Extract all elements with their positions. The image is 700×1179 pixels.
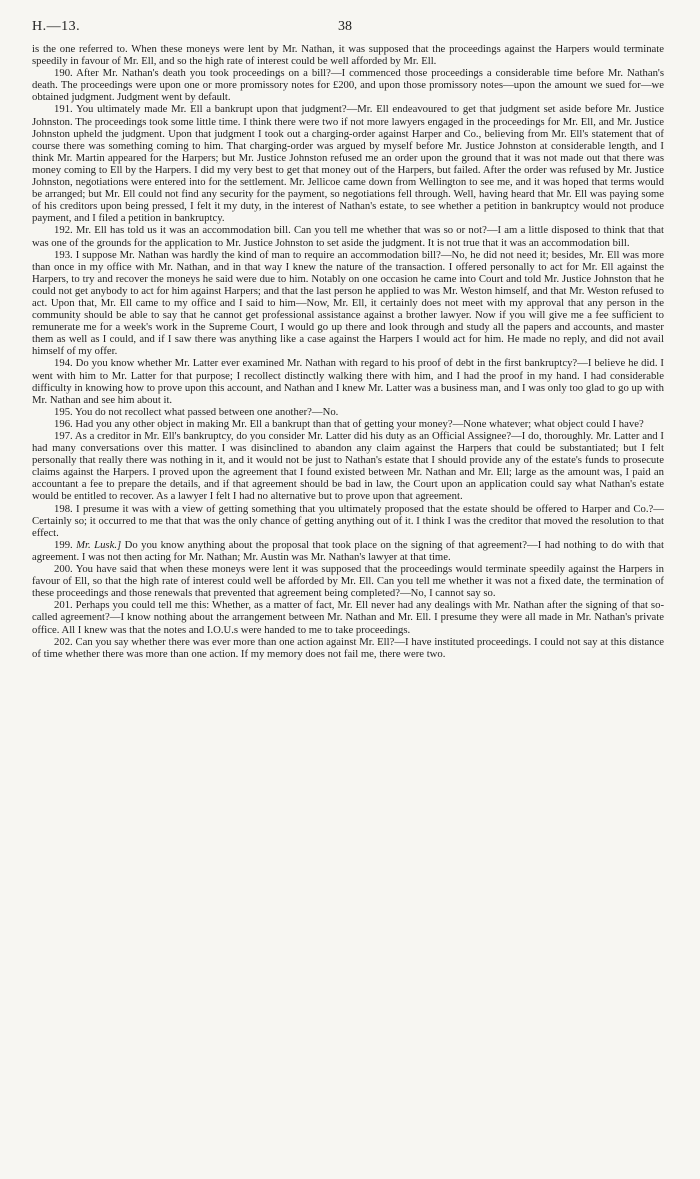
- paragraph-191: 191. You ultimately made Mr. Ell a bankrupt upon that judgment?—Mr. Ell endeavoured to get that judgment set aside before Mr. Justice Johnston. The proceedings took some little time. I think there were two if not more lawyers engaged in the proceedings for Mr. Ell, and Mr. Justice Johnston upheld the judgment. Upon that judgment I took out a charging-order against Harper and Co., believing from Mr. Ell's statement that of course there was something coming to him. That charging-order was argued by myself before Mr. Justice Johnston at considerable length, and I think Mr. Martin appeared for the Harpers; but Mr. Justice Johnston refused me an order upon the ground that it was not made out that there was money coming to Ell by the Harpers. I did my very best to get that money out of the Harpers, but failed. After the order was refused by Mr. Justice Johnston, negotiations were entered into for the settlement. Mr. Jellicoe came down from Wellington to see me, and it was hoped that terms would be arranged; but Mr. Ell could not find any security for the payment, so negotiations fell through. Well, having heard that Mr. Ell was paying some of his creditors upon being pressed, I felt it my duty, in the interest of Nathan's estate, to see whether a petition in bankruptcy would not produce payment, and I filed a petition in bankruptcy.: [32, 103, 664, 225]
- paragraph-197: 197. As a creditor in Mr. Ell's bankruptcy, do you consider Mr. Latter did his duty as an Official Assignee?—I do, thoroughly. Mr. Latter and I had many conversations over this matter. I was disinclined to abandon any claim against the Harpers that could be substantiated; but I felt personally that really there was nothing in it, and it would not be just to Nathan's estate that I should provide any of the estate's funds to prosecute claims against the Harpers. I proved upon the agreement that I found existed between Mr. Nathan and Mr. Ell; large as the amount was, I paid an accountant a fee to prepare the details, and if that agreement should be bad in law, the Court upon an application could say what Nathan's estate would be entitled to recover. As a lawyer I felt I had no alternative but to prove upon that agreement.: [32, 430, 664, 503]
- paragraph-number: 199.: [54, 538, 77, 551]
- document-reference: H.—13.: [32, 19, 81, 34]
- paragraph-195: 195. You do not recollect what passed between one another?—No.: [54, 405, 339, 418]
- paragraph-202: 202. Can you say whether there was ever more than one action against Mr. Ell?—I have instituted proceedings. I could not say at this distance of time whether there was more than one action. If my memory does not fail me, there were two.: [32, 635, 664, 660]
- paragraph-201: 201. Perhaps you could tell me this: Whether, as a matter of fact, Mr. Ell never had any dealings with Mr. Nathan after the signing of that so-called agreement?—I know nothing about the arrangement between Mr. Nathan and Mr. Ell. I presume they were all made in Mr. Nathan's private office. All I knew was that the notes and I.O.U.s were handed to me to take proceedings.: [32, 599, 664, 636]
- page-number: 38: [338, 19, 352, 34]
- paragraph-199: [32, 539, 664, 563]
- paragraph-190: 190. After Mr. Nathan's death you took proceedings on a bill?—I commenced those proceedings a considerable time before Mr. Nathan's death. The proceedings were upon one or more promissory notes for £200, and upon those promissory notes—upon the amount we sued for—we obtained judgment. Judgment went by default.: [32, 67, 664, 104]
- paragraph-192: 192. Mr. Ell has told us it was an accommodation bill. Can you tell me whether that was so or not?—I am a little disposed to think that that was one of the grounds for the application to Mr. Justice Johnston to set aside the judgment. It is not true that it was an accommodation bill.: [32, 224, 664, 249]
- paragraph-193: 193. I suppose Mr. Nathan was hardly the kind of man to require an accommodation bill?—No, he did not need it; besides, Mr. Ell was more than once in my office with Mr. Nathan, and in that way I knew the nature of the transaction. I offered personally to act for Mr. Ell against the Harpers, to try and recover the moneys he said were due to him. Notably on one occasion he came into Court and told Mr. Justice Johnston that he could not get anybody to act for him against Harpers; and that the last person he applied to was Mr. Weston himself, and that Mr. Weston refused to act. Upon that, Mr. Ell came to my office and I said to him—Now, Mr. Ell, it certainly does not meet with my approval that any person in the community should be able to say that he cannot get professional assistance against a brother lawyer. Now if you will give me a fee sufficient to remunerate me for a week's work in the Supreme Court, I would go up there and look through and study all the papers and accounts, and master them as well as I could, and if I saw there was anything like a case against the Harpers I would act for him. He made no reply, and did not avail himself of my offer.: [32, 248, 664, 358]
- paragraph-continued: is the one referred to. When these moneys were lent by Mr. Nathan, it was supposed that the proceedings against the Harpers would terminate speedily in favour of Mr. Ell, and so the high rate of interest could be well afforded by Mr. Ell.: [32, 43, 664, 68]
- paragraph-194: 194. Do you know whether Mr. Latter ever examined Mr. Nathan with regard to his proof of debt in the first bankruptcy?—I believe he did. I went with him to Mr. Latter for that purpose; I recollect distinctly walking there with him, and I had the proof in my hand. I had considerable difficulty in knowing how to prove upon this account, and Nathan and I knew Mr. Latter was a business man, and I was only too glad to go up with Mr. Nathan and see him about it.: [32, 357, 664, 406]
- paragraph-200: 200. You have said that when these moneys were lent it was supposed that the proceedings would terminate speedily against the Harpers in favour of Ell, so that the high rate of interest could well be afforded by Mr. Ell. Can you tell me whether it was not a fixed date, the termination of these proceedings and those renewals that prevented that agreement being completed?—No, I cannot say so.: [32, 563, 664, 600]
- text-column: [32, 43, 664, 660]
- paragraph-198: 198. I presume it was with a view of getting something that you ultimately proposed that the estate should be offered to Harper and Co.?—Certainly so; it occurred to me that that was the only chance of getting anything out of it. I think I was the creditor that moved the resolution to that effect.: [32, 502, 664, 539]
- paragraph-body: Do you know anything about the proposal that took place on the signing of that agreement?—I had nothing to do with that agreement. I was not then acting for Mr. Nathan; Mr. Austin was Mr. Nathan's lawyer at that time.: [32, 538, 665, 563]
- paragraph-196: 196. Had you any other object in making Mr. Ell a bankrupt than that of getting your money?—None whatever; what object could I have?: [54, 417, 644, 430]
- page-header: [0, 0, 700, 40]
- speaker-label: Mr. Lusk.]: [76, 538, 122, 551]
